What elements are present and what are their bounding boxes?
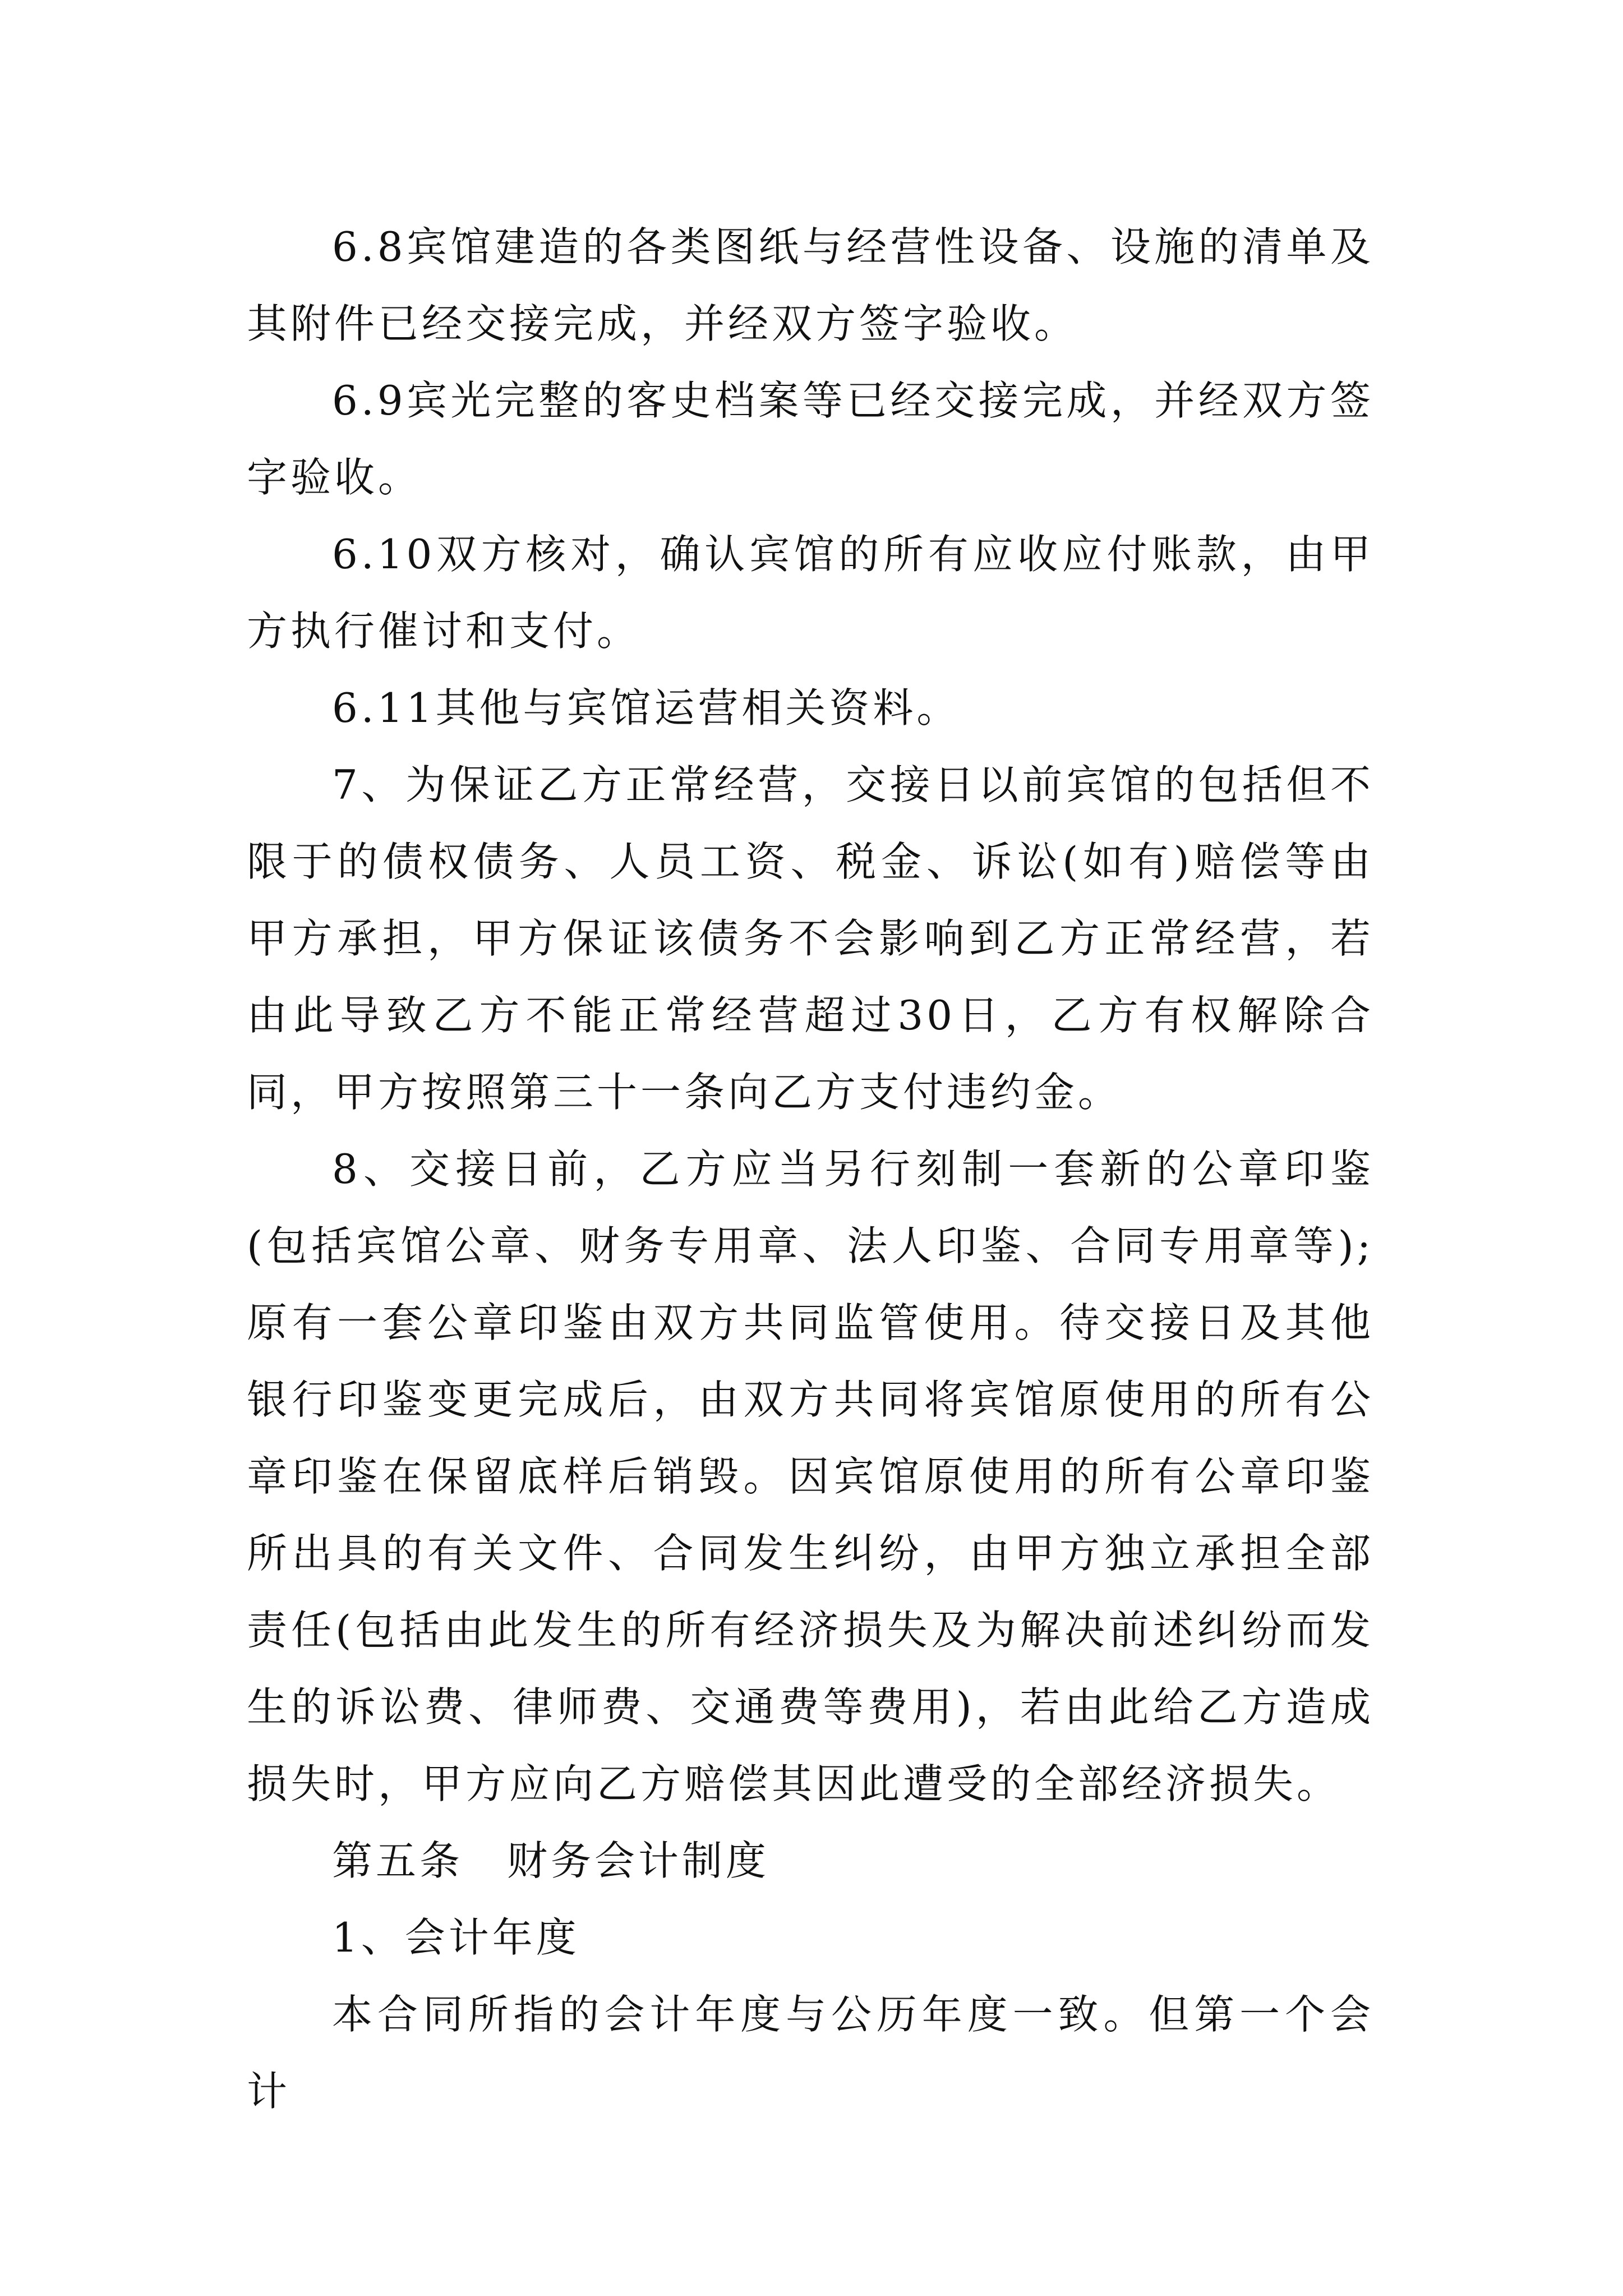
paragraph-6-10: 6.10双方核对，确认宾馆的所有应收应付账款，由甲方执行催讨和支付。 xyxy=(247,531,1374,655)
document-body xyxy=(247,209,1374,2130)
paragraph-8: 8、交接日前，乙方应当另行刻制一套新的公章印鉴(包括宾馆公章、财务专用章、法人印鉴、合同专用章等);原有一套公章印鉴由双方共同监管使用。待交接日及其他银行印鉴变更完成后，由双方共同将宾馆原使用的所有公章印鉴在保留底样后销毁。因宾馆原使用的所有公章印鉴所出具的有关文件、合同发生纠纷，由甲方独立承担全部责任(包括由此发生的所有经济损失及为解决前述纠纷而发生的诉讼费、律师费、交通费等费用)，若由此给乙方造成损失时，甲方应向乙方赔偿其因此遭受的全部经济损失。 xyxy=(247,1145,1374,1807)
paragraph-6-8: 6.8宾馆建造的各类图纸与经营性设备、设施的清单及其附件已经交接完成，并经双方签字验收。 xyxy=(247,223,1374,347)
paragraph-accounting-year: 本合同所指的会计年度与公历年度一致。但第一个会计 xyxy=(247,1991,1374,2115)
paragraph-7: 7、为保证乙方正常经营，交接日以前宾馆的包括但不限于的债权债务、人员工资、税金、诉讼(如有)赔偿等由甲方承担，甲方保证该债务不会影响到乙方正常经营，若由此导致乙方不能正常经营超过30日，乙方有权解除合同，甲方按照第三十一条向乙方支付违约金。 xyxy=(247,761,1374,1116)
paragraph-6-11: 6.11其他与宾馆运营相关资料。 xyxy=(332,684,961,731)
article-five-heading: 第五条 财务会计制度 xyxy=(332,1837,770,1884)
section-accounting-year-heading: 1、会计年度 xyxy=(332,1914,580,1961)
paragraph-6-9: 6.9宾光完整的客史档案等已经交接完成，并经双方签字验收。 xyxy=(247,377,1374,501)
